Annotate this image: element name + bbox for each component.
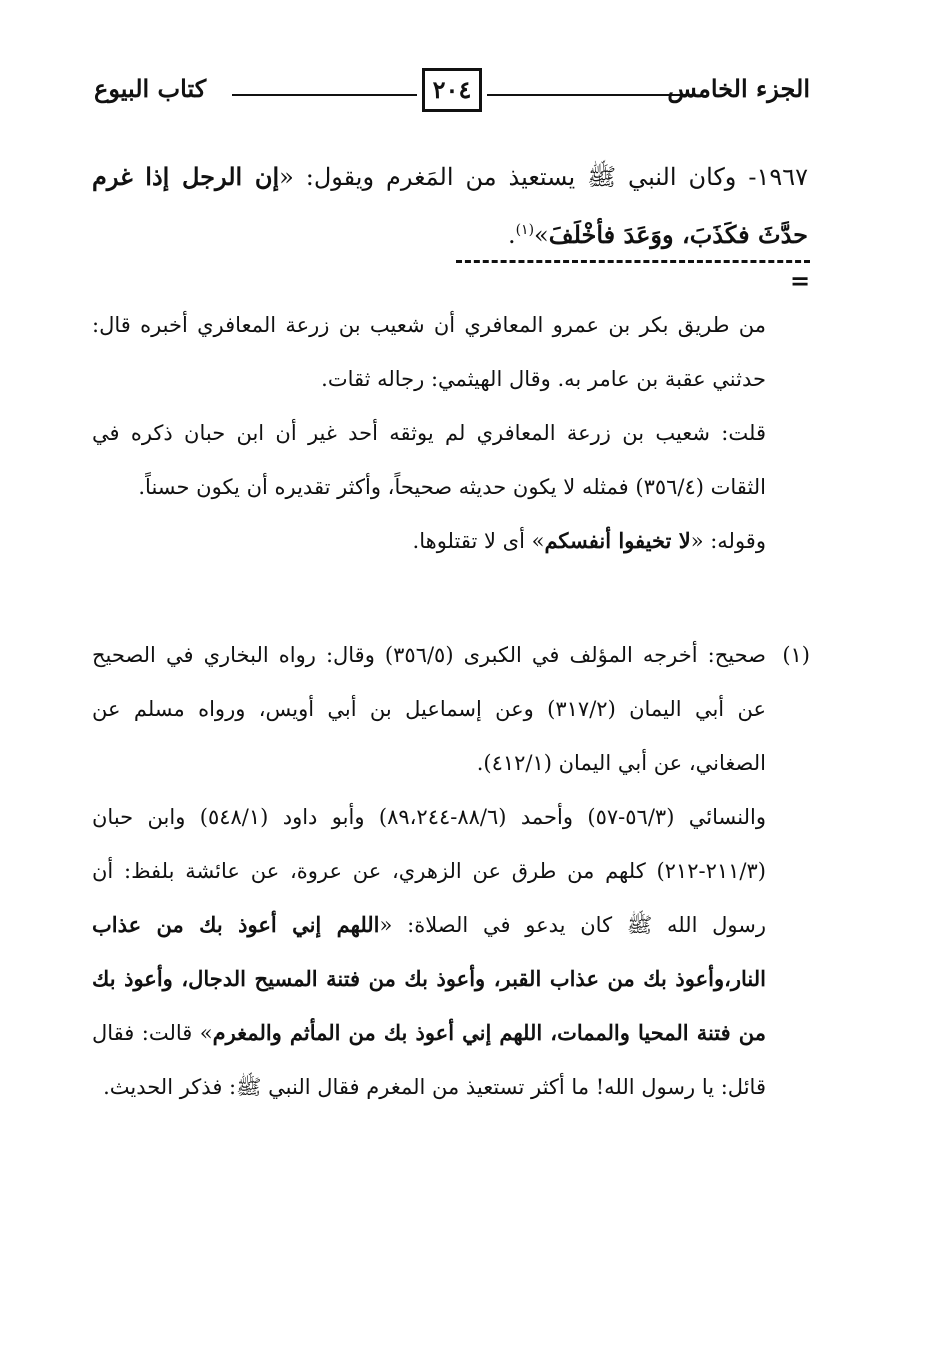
separator-line — [456, 260, 810, 263]
footnote-2-suffix: » قالت: فقال قائل: يا رسول الله! ما أكثر تستعيذ من المغرم فقال النبي ﷺ: فذكر الحديث. — [92, 1021, 766, 1099]
header-rule-right — [487, 94, 692, 96]
commentary-paragraph-3 — [92, 514, 766, 568]
footnote-marker: (١) — [782, 643, 810, 667]
hadith-text — [92, 148, 808, 264]
continuation-mark: = — [790, 266, 811, 295]
book-title: كتاب البيوع — [94, 74, 207, 103]
commentary-3-suffix: » أى لا تقتلوها. — [412, 529, 545, 553]
volume-title: الجزء الخامس — [667, 74, 810, 103]
footnote — [92, 628, 810, 1114]
hadith-quote: إن الرجل إذا غرم حدَّثَ فكَذَبَ، ووَعَدَ فأخْلَفَ — [92, 162, 808, 249]
page-number: ٢٠٤ — [422, 68, 482, 112]
footnote-reference: (١) — [515, 222, 535, 238]
commentary-3-quote: لا تخيفوا أنفسكم — [544, 528, 691, 553]
footnote-paragraph-2 — [92, 790, 766, 1114]
hadith-quote-close: » — [534, 221, 549, 249]
footnote-paragraph-1: صحيح: أخرجه المؤلف في الكبرى (٣٥٦/٥) وقال: رواه البخاري في الصحيح عن أبي اليمان (٣١٧/٢) وعن إسماعيل بن أبي أويس، ورواه مسلم عن الصغاني، عن أبي اليمان (٤١٢/١). — [92, 643, 766, 775]
footnote-2-prefix: والنسائي (٥٦/٣-٥٧) وأحمد (٨٨/٦-٨٩،٢٤٤) وأبو داود (٥٤٨/١) وابن حبان (٢١١/٣-٢١٢) كلهم من طرق عن الزهري، عن عروة، عن عائشة بلفظ: أن رسول الله ﷺ كان يدعو في الصلاة: « — [92, 805, 767, 937]
footnote-2-quote: اللهم إني أعوذ بك من عذاب النار،وأعوذ بك من عذاب القبر، وأعوذ بك من فتنة المسيح الدجال، وأعوذ بك من فتنة المحيا والممات، اللهم إني أعوذ بك من المأثم والمغرم — [92, 912, 766, 1045]
commentary — [92, 298, 766, 568]
page-header — [92, 68, 810, 124]
commentary-paragraph-2: قلت: شعيب بن زرعة المعافري لم يوثقه أحد غير أن ابن حبان ذكره في الثقات (٣٥٦/٤) فمثله لا يكون حديثه صحيحاً، وأكثر تقديره أن يكون حسناً. — [92, 421, 766, 499]
header-rule-left — [232, 94, 417, 96]
hadith-end: . — [507, 221, 516, 249]
commentary-3-prefix: وقوله: « — [690, 529, 766, 553]
footnote-body — [92, 628, 766, 1114]
commentary-paragraph-1: من طريق بكر بن عمرو المعافري أن شعيب بن زرعة المعافري أخبره قال: حدثني عقبة بن عامر به. وقال الهيثمي: رجاله ثقات. — [92, 313, 766, 391]
hadith-intro: ١٩٦٧- وكان النبي ﷺ يستعيذ من المَغرم ويقول: « — [279, 163, 808, 191]
